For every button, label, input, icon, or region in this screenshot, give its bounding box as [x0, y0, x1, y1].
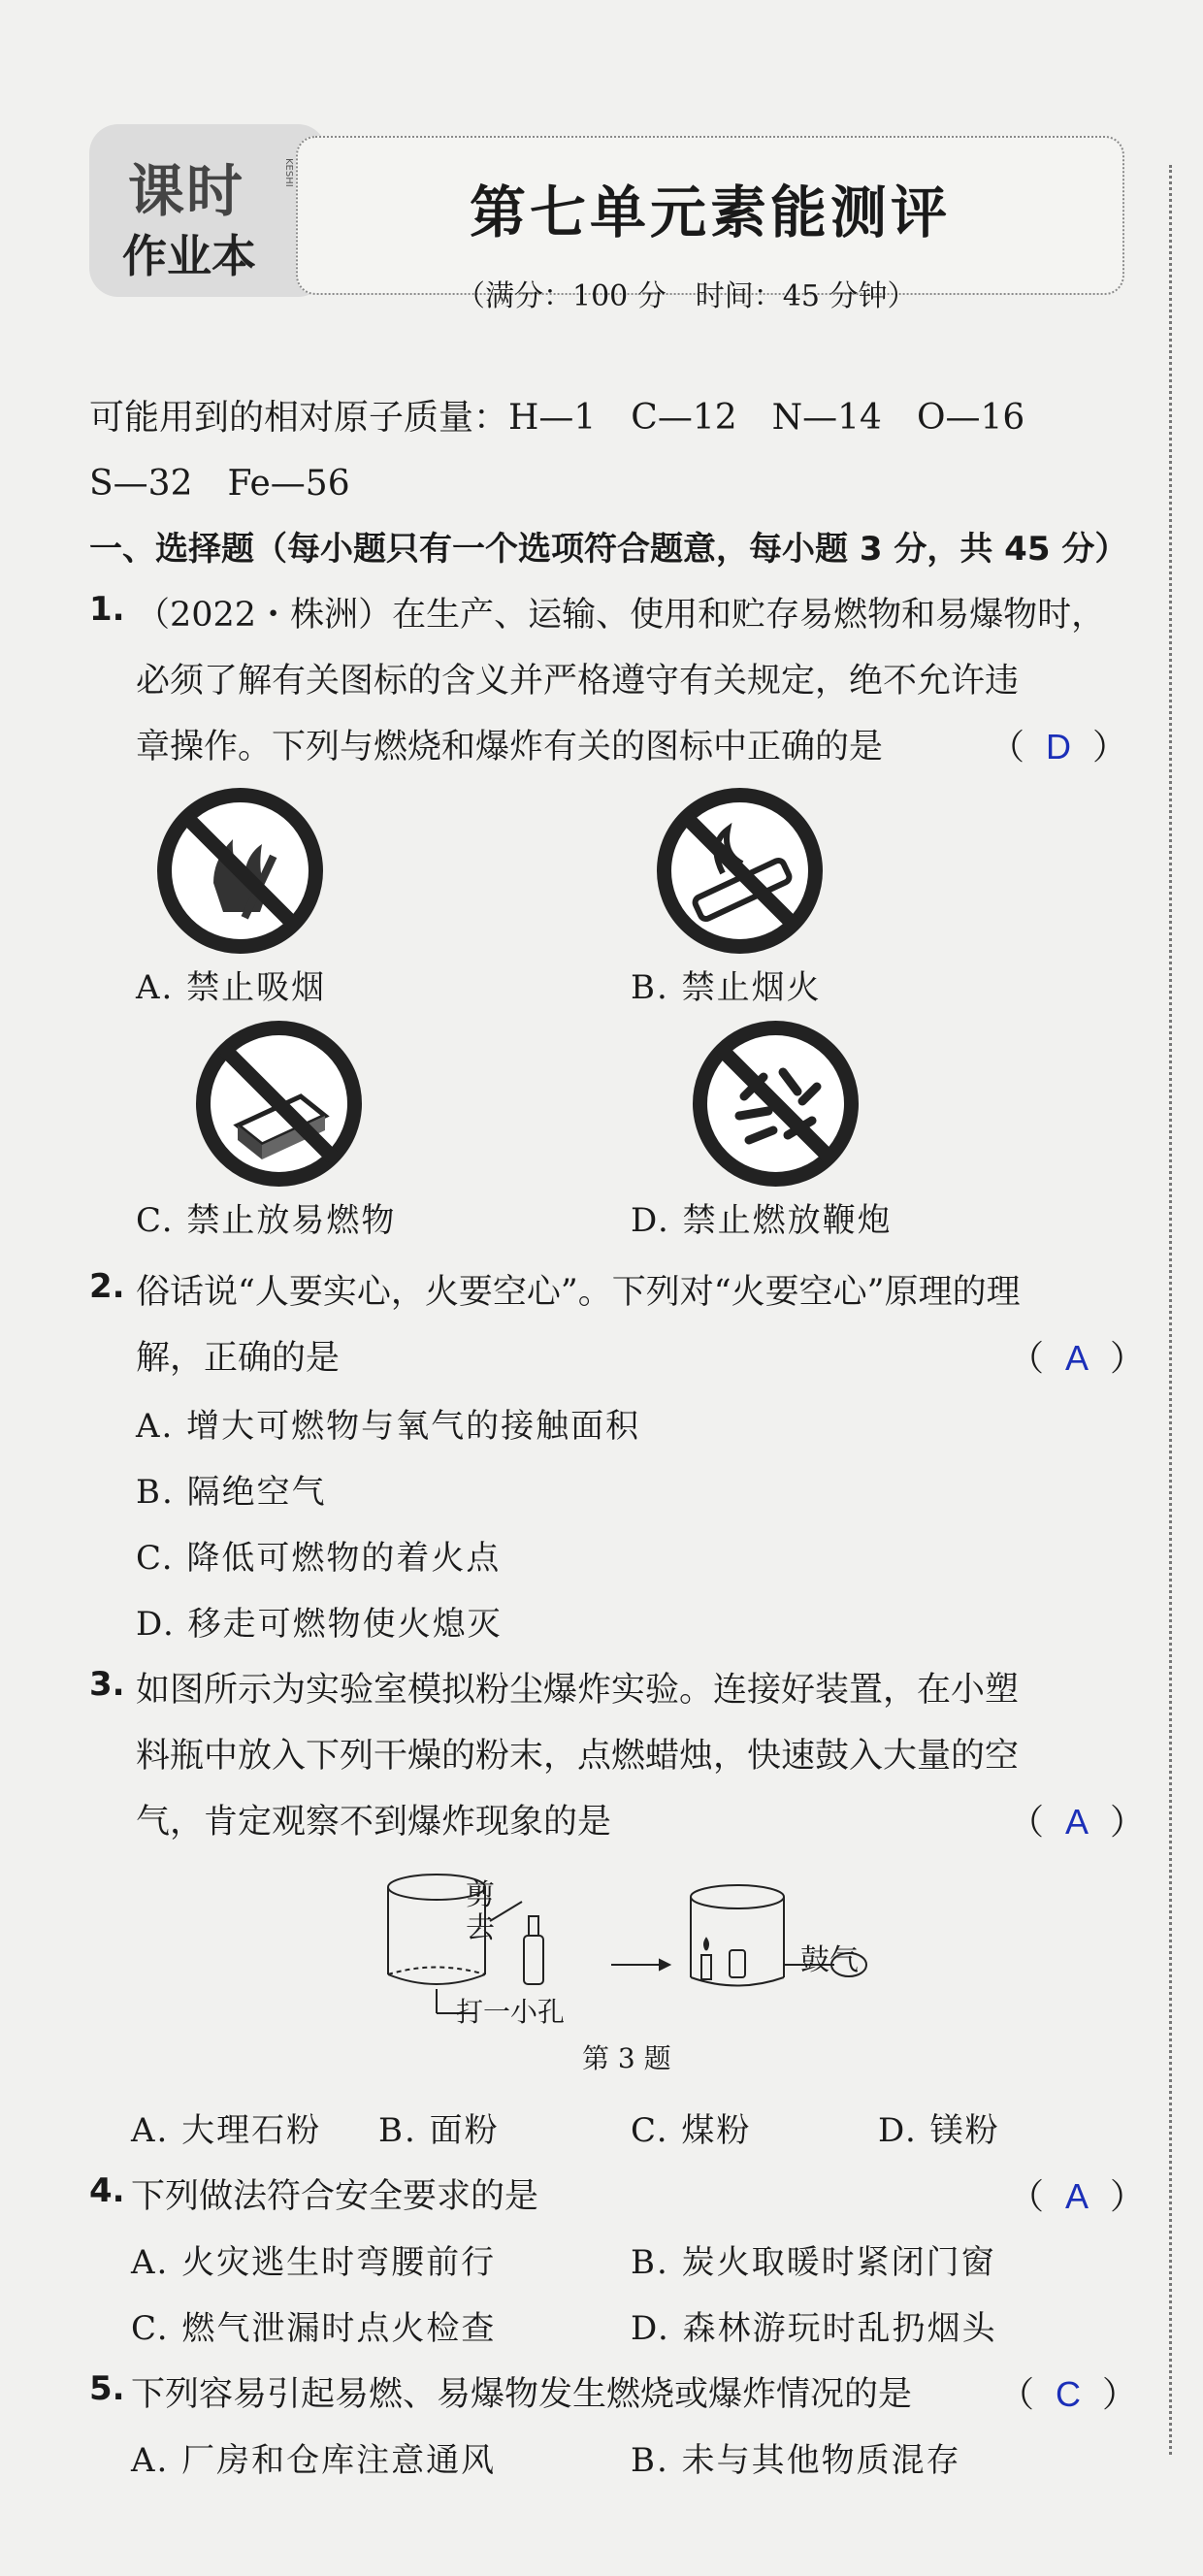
- atomic-masses-line1: 可能用到的相对原子质量：H—1 C—12 N—14 O—16: [89, 398, 1025, 438]
- q2-option-a: A. 增大可燃物与氧气的接触面积: [136, 1407, 641, 1446]
- q3-label-hole: 打一小孔: [456, 1996, 566, 2028]
- q3-number: 3.: [89, 1665, 125, 1704]
- q2-option-d: D. 移走可燃物使火熄灭: [136, 1605, 503, 1644]
- q1-number: 1.: [89, 590, 125, 629]
- q4-option-b: B. 炭火取暖时紧闭门窗: [631, 2243, 996, 2282]
- q1-line3: 章操作。下列与燃烧和爆炸有关的图标中正确的是: [136, 728, 884, 766]
- q3-label-cut2: 去: [466, 1911, 495, 1945]
- q3-label-blow: 鼓气: [800, 1943, 859, 1977]
- q5-number: 5.: [89, 2369, 125, 2408]
- q2-line1: 俗话说“人要实心，火要空心”。下列对“火要空心”原理的理: [136, 1273, 1021, 1312]
- q3-line1: 如图所示为实验室模拟粉尘爆炸实验。连接好装置，在小塑: [136, 1671, 1020, 1710]
- q1-line2: 必须了解有关图标的含义并严格遵守有关规定，绝不允许违: [136, 662, 1020, 701]
- q3-option-c: C. 煤粉: [631, 2111, 752, 2150]
- page-title: 第七单元素能测评: [469, 179, 951, 245]
- q1-line1: （2022・株洲）在生产、运输、使用和贮存易燃物和易爆物时，: [136, 596, 1106, 635]
- logo-bottom-text: 作业本: [122, 230, 256, 282]
- q4-option-a: A. 火灾逃生时弯腰前行: [131, 2243, 497, 2282]
- q4-option-c: C. 燃气泄漏时点火检查: [131, 2309, 497, 2348]
- q5-answer: （ C ）: [999, 2374, 1138, 2415]
- q4-line1: 下列做法符合安全要求的是: [131, 2177, 539, 2216]
- q4-number: 4.: [89, 2171, 125, 2210]
- q3-answer: （ A ）: [1009, 1802, 1146, 1842]
- section-heading: 一、选择题（每小题只有一个选项符合题意，每小题 3 分，共 45 分）: [89, 530, 1128, 569]
- q3-label-cut: 剪: [466, 1878, 495, 1912]
- q1-option-c: C. 禁止放易燃物: [136, 1201, 397, 1240]
- right-dotted-rule: [1169, 165, 1172, 2455]
- q2-option-b: B. 隔绝空气: [136, 1473, 327, 1512]
- q4-answer: （ A ）: [1009, 2176, 1146, 2217]
- q2-answer: （ A ）: [1009, 1338, 1146, 1379]
- page-subtitle: （满分：100 分 时间：45 分钟）: [456, 279, 917, 313]
- q2-option-c: C. 降低可燃物的着火点: [136, 1539, 502, 1578]
- logo: [89, 124, 327, 297]
- q4-option-d: D. 森林游玩时乱扔烟头: [631, 2309, 997, 2348]
- q3-option-b: B. 面粉: [378, 2111, 500, 2150]
- q1-option-b: B. 禁止烟火: [631, 968, 822, 1007]
- q2-number: 2.: [89, 1267, 125, 1306]
- q5-line1: 下列容易引起易燃、易爆物发生燃烧或爆炸情况的是: [131, 2375, 913, 2414]
- q1-option-a: A. 禁止吸烟: [136, 968, 327, 1007]
- q3-option-d: D. 镁粉: [878, 2111, 1000, 2150]
- no-smoking-icon: [655, 786, 825, 956]
- atomic-masses-line2: S—32 Fe—56: [89, 464, 350, 504]
- q2-line2: 解，正确的是: [136, 1339, 341, 1378]
- no-fire-icon: [155, 786, 325, 956]
- q1-option-d: D. 禁止燃放鞭炮: [631, 1201, 893, 1240]
- q3-line2: 料瓶中放入下列干燥的粉末，点燃蜡烛，快速鼓入大量的空: [136, 1737, 1020, 1776]
- logo-small-text: KESHI: [283, 158, 294, 187]
- no-firecrackers-icon: [691, 1019, 861, 1189]
- q5-option-a: A. 厂房和仓库注意通风: [131, 2441, 497, 2480]
- no-flammables-icon: [194, 1019, 364, 1189]
- q3-option-a: A. 大理石粉: [131, 2111, 322, 2150]
- q5-option-b: B. 未与其他物质混存: [631, 2441, 961, 2480]
- q1-answer: （ D ）: [990, 727, 1128, 767]
- logo-top-text: 课时: [128, 158, 245, 224]
- q3-figure-caption: 第 3 题: [582, 2042, 671, 2074]
- q3-line3: 气，肯定观察不到爆炸现象的是: [136, 1803, 612, 1842]
